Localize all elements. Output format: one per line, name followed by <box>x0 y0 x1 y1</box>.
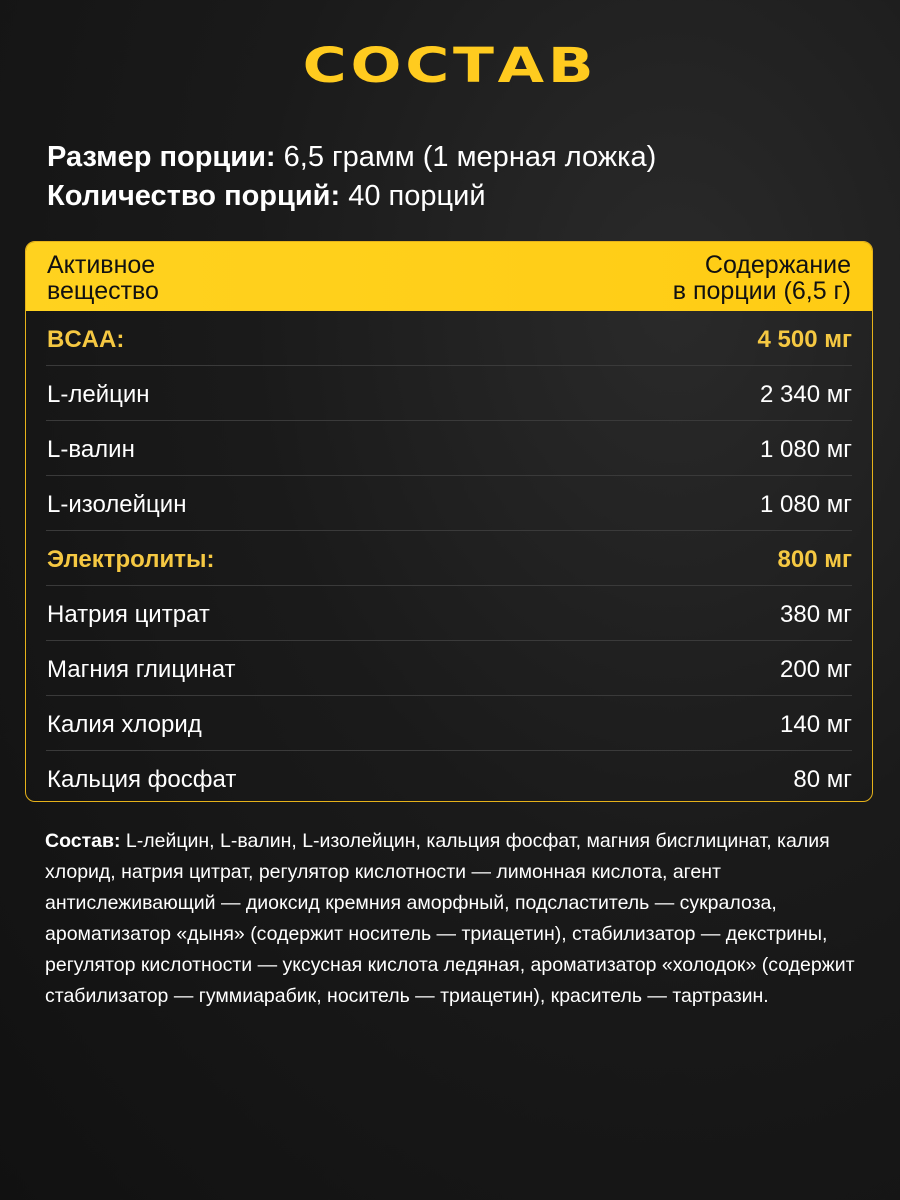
table-header <box>26 242 872 311</box>
ingredient-amount: 140 мг <box>780 711 852 738</box>
table-row <box>46 696 852 751</box>
nutrition-table <box>25 241 873 802</box>
ingredient-name: Кальция фосфат <box>47 766 237 793</box>
table-row <box>46 366 852 421</box>
ingredient-amount: 800 мг <box>777 546 852 573</box>
composition-label: Состав: <box>45 830 121 852</box>
ingredient-amount: 200 мг <box>780 656 852 683</box>
table-row <box>46 476 852 531</box>
table-group-row <box>46 531 852 586</box>
serving-count-value: 40 порций <box>348 180 486 212</box>
ingredient-name: Магния глицинат <box>47 656 236 683</box>
serving-size-label: Размер порции: <box>47 141 276 173</box>
ingredient-amount: 80 мг <box>793 766 852 793</box>
ingredient-name: L-лейцин <box>47 381 150 408</box>
table-body <box>26 311 872 802</box>
table-row <box>46 751 852 802</box>
ingredient-amount: 1 080 мг <box>760 491 852 518</box>
ingredient-name: L-валин <box>47 436 135 463</box>
serving-size <box>47 141 656 174</box>
serving-size-value: 6,5 грамм (1 мерная ложка) <box>283 141 657 173</box>
ingredient-name: Электролиты: <box>47 546 215 573</box>
table-group-row <box>46 311 852 366</box>
ingredient-amount: 1 080 мг <box>760 436 852 463</box>
ingredient-amount: 2 340 мг <box>760 381 852 408</box>
ingredient-amount: 4 500 мг <box>757 326 852 353</box>
composition-text <box>45 826 875 1012</box>
header-right-line2: в порции (6,5 г) <box>672 277 851 305</box>
ingredient-name: Натрия цитрат <box>47 601 210 628</box>
header-active-substance <box>47 252 159 304</box>
serving-count <box>47 180 486 213</box>
header-right-line1: Содержание <box>704 251 851 279</box>
page-title: СОСТАВ <box>302 38 598 94</box>
ingredient-amount: 380 мг <box>780 601 852 628</box>
ingredient-name: Калия хлорид <box>47 711 202 738</box>
header-content-per-serving <box>673 252 851 304</box>
table-row <box>46 641 852 696</box>
table-row <box>46 421 852 476</box>
ingredient-name: BCAA: <box>47 326 125 353</box>
composition-body: L-лейцин, L-валин, L-изолейцин, кальция фосфат, магния бисглицинат, калия хлорид, натрия цитрат, регулятор кислотности — лимонная кислота, агент антислеживающий — диоксид кремния аморфный, подсластитель — сукралоза, ароматизатор «дыня» (содержит носитель — триацетин), стабилизатор — декстрины, регулятор кислотности — уксусная кислота ледяная, ароматизатор «холодок» (содержит стабилизатор — гуммиарабик, носитель — триацетин), краситель — тартразин. <box>45 830 855 1007</box>
header-left-line1: Активное <box>47 251 156 279</box>
ingredient-name: L-изолейцин <box>47 491 187 518</box>
serving-count-label: Количество порций: <box>47 180 341 212</box>
header-left-line2: вещество <box>47 277 159 305</box>
table-row <box>46 586 852 641</box>
